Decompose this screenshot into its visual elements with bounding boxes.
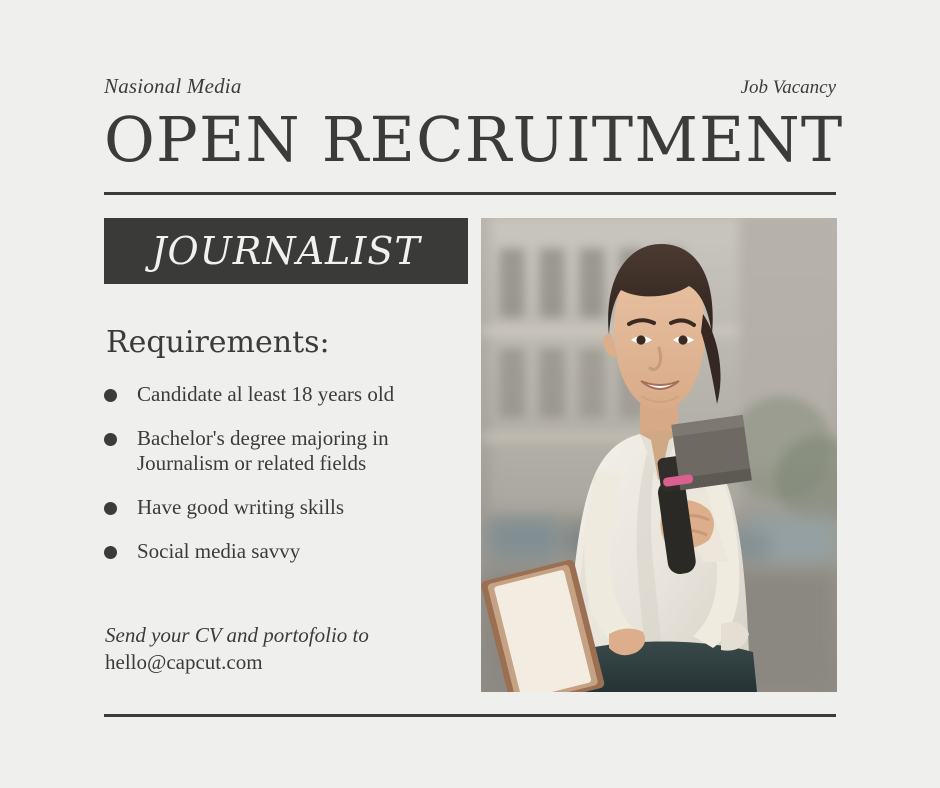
page-title: OPEN RECRUITMENT [104,103,844,176]
contact-email: hello@capcut.com [105,650,263,674]
bullet-icon [104,546,117,559]
list-item [104,426,454,476]
category-label: Job Vacancy [740,77,836,98]
requirement-text: Candidate al least 18 years old [137,382,395,406]
requirement-text: Social media savvy [137,539,301,563]
contact-instruction: Send your CV and portofolio to [105,623,369,647]
requirements-list [104,382,454,583]
role-badge [104,218,468,284]
list-item [104,382,454,407]
bullet-icon [104,502,117,515]
requirement-text: Bachelor's degree majoring in Journalism or related fields [137,426,389,475]
list-item [104,539,454,564]
requirements-heading: Requirements: [106,325,330,360]
role-badge-label: JOURNALIST [151,229,421,273]
publisher-label: Nasional Media [104,74,242,98]
poster-header [104,74,836,99]
journalist-photo-illustration [481,218,837,692]
bullet-icon [104,433,117,446]
contact-block [105,622,465,676]
divider-bottom [104,714,836,717]
journalist-photo [481,218,837,692]
divider-top [104,192,836,195]
list-item [104,495,454,520]
bullet-icon [104,389,117,402]
requirement-text: Have good writing skills [137,495,345,519]
